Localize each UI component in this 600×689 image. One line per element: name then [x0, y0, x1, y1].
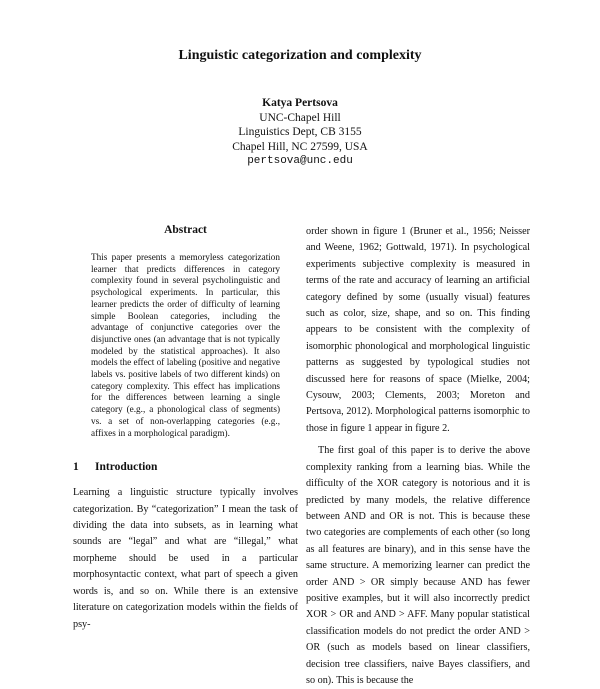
- author-affiliation-university: UNC-Chapel Hill: [259, 111, 341, 124]
- section-title: Introduction: [95, 461, 158, 474]
- section-heading-introduction: [73, 461, 298, 473]
- abstract-text: This paper presents a memoryless categorization learner that predicts differences in category complexity found in several psycholinguistic and psychological experiments. In particular, this learner predicts the order of difficulty of learning simple Boolean categories, including the advantage of conjunctive categories over the disjunctive ones (an advantage that is not typically modeled by the statistical approaches). It also models the effect of labeling (positive and negative labels vs. positive labels of two different kinds) on category complexity. This effect has implications for the differences between learning a single category (e.g., a phonological class of segments) vs. a set of non-overlapping categories (e.g., affixes in a morphological paradigm).: [91, 252, 280, 438]
- introduction-paragraph: Learning a linguistic structure typically involves categorization. By “categorization” I mean the task of dividing the data into subsets, as in learning what sounds are “legal” and what are “illegal,” what morpheme should be used in a particular morphosyntactic context, what part of speech a given words is, and so on. While there is an extensive literature on categorization models within the fields of psy-: [73, 487, 298, 630]
- author-name: Katya Pertsova: [262, 97, 338, 109]
- paper-title: Linguistic categorization and complexity: [178, 48, 422, 63]
- right-column-paragraph-1: order shown in figure 1 (Bruner et al., 1956; Neisser and Weene, 1962; Gottwald, 1971). In psychological experiments subjective complexity is measured in terms of the rate and accuracy of learning an artificial category defined by some (usually visual) features such as color, size, shape, and so on. This finding appears to be consistent with the complexity of isomorphic phonological and morphological linguistic patterns as suggested by typological studies not discussed here for reasons of space (Mielke, 2004; Cysouw, 2003; Clements, 2003; Moreton and Pertsova, 2012). Morphological patterns isomorphic to those in figure 1 appear in figure 2.: [306, 226, 530, 434]
- author-block: [0, 96, 600, 169]
- section-number: 1: [73, 461, 79, 474]
- left-column: [73, 224, 298, 633]
- author-address: Chapel Hill, NC 27599, USA: [232, 140, 368, 153]
- abstract-heading: Abstract: [164, 224, 207, 236]
- author-affiliation-department: Linguistics Dept, CB 3155: [238, 126, 362, 138]
- right-column: [306, 224, 530, 689]
- author-email: pertsova@unc.edu: [247, 155, 353, 167]
- right-column-paragraph-2: The first goal of this paper is to derive the above complexity ranking from a learning bias. While the difficulty of the XOR category is notorious and it is predicted by many models, the relative difference between AND and OR is not. This is because these two categories are complements of each other (so long as all features are binary), and in this sense have the same structure. A memorizing learner can predict the order AND > OR simply because AND has fewer positive examples, but it will also incorrectly predict XOR > OR and AND > AFF. Many popular statistical classification models do not predict the order AND > OR (such as models based on linear classifiers, decision tree classifiers, naive Bayes classifiers, and so on). This is because the: [306, 445, 530, 686]
